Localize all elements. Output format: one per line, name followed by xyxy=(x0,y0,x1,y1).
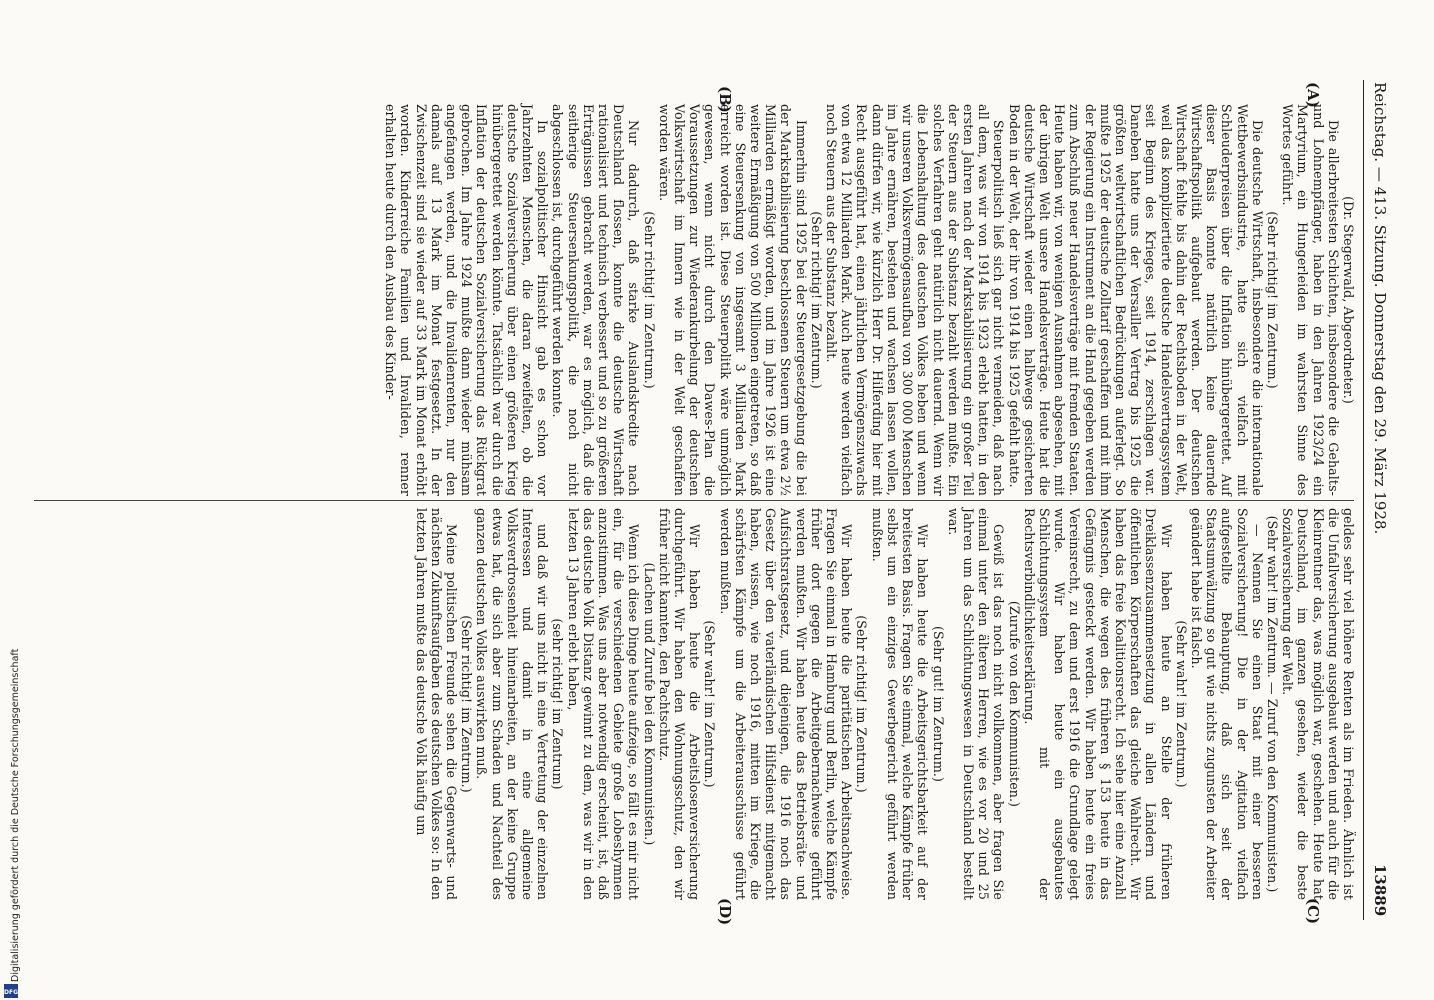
paragraph: Wir haben heute an Stelle der früheren Dreiklassenzusammensetzung in allen Ländern und öffentlichen Körperschaften das gleiche Wahlrecht. Wir haben das freie Koalitionsrecht. Ich sehe hier eine Anzahl Menschen, die wegen des früheren § 153 heute in das Gefängnis gesteckt werden. Wir haben heute ein freies Vereinsrecht, zu dem und erst 1916 die Grundlage gelegt wurde. Wir haben heute ein ausgebautes Schlichtungssystem mit der Rechtsverbindlichkeitserklärung. xyxy=(1021,508,1174,900)
paragraph: In sozialpolitischer Hinsicht gab es schon vor Jahrzehnten Menschen, die daran zweifelten, ob die deutsche Sozialversicherung über einen größeren Krieg hinübergerettet werden könnte. Tatsächlich war durch die Inflation der deutschen Sozialversicherung das Rückgrat gebrochen. Im Jahre 1924 mußte dann wieder mühsam angefangen werden, und die Invalidenrenten, nur den damals auf 13 Mark im Monat festgesetzt. In der Zwischenzeit sind sie wieder auf 33 Mark im Monat erhöht worden. Kinderreiche Familien und Invaliden, renner erhalten heute durch den Ausbau des Kinder- xyxy=(383,104,551,496)
header-rule xyxy=(1363,80,1364,920)
speaker-line: (Dr. Stegerwald, Abgeordneter.) xyxy=(1341,196,1356,404)
interjection: (Sehr wahr! im Zentrum. — Zuruf von den Kommunisten.) xyxy=(1264,515,1280,893)
page-number: 13889 xyxy=(1371,864,1389,917)
paragraph: Nur dadurch, daß starke Auslandskredite nach Deutschland flossen, konnte die deutsche Wirtschaft rationalisiert und technisch verbessert und so zu größeren Erträgnissen gebracht werden, war es möglich, daß die seitherige Steuersenkungspolitik, die noch nicht abgeschlossen ist, durchgeführt werden konnte. xyxy=(550,104,642,496)
paragraph: Die deutsche Wirtschaft, insbesondere die internationale Wettbewerbsindustrie, hatte sich vielfach mit Schleuderpreisen über die Inflation hinübergerettet. Auf dieser Basis konnte natürlich keine dauernde Wirtschaftspolitik aufgebaut werden. Der deutschen Wirtschaft fehlte bis dahin der Rechtsboden in der Welt, weil das kompliziertierte deutsche Handelsvertragssystem seit Beginn des Krieges, seit 1914, zerschlagen war. Daneben hatte uns der Versailler Vertrag bis 1925 die größten weltwirtschaftlichen Bedrückungen auferlegt. So mußte 1925 der deutsche Zolltarif geschaffen und mit ihm der Regierung ein Instrument an die Hand gegeben werden zum Abschluß neuer Handelsverträge mit fremden Staaten. Heute haben wir, von wenigen Ausnahmen abgesehen, mit der übrigen Welt unsere Handelsverträge. Heute hat die deutsche Wirtschaft wieder einen halbwegs gesicherten Boden in der Welt, der ihr von 1914 bis 1925 gefehlt hatte. xyxy=(1006,104,1265,496)
interjection: (Sehr richtig! im Zentrum.) xyxy=(854,615,870,793)
paragraph: — Nennen Sie einen Staat mit einer besseren Sozialversicherung! Die in der Agitation vielfach aufgestellte Behauptung, daß sich seit der Staatsumwälzung so gut wie nichts zugunsten der Arbeiter geändert habe ist falsch. xyxy=(1188,508,1265,900)
interjection: (Sehr richtig! im Zentrum.) xyxy=(459,615,475,793)
interjection: (Sehr wahr! im Zentrum.) xyxy=(702,620,718,788)
dfg-logo-icon xyxy=(4,984,18,998)
interjection: (Sehr wahr! im Zentrum.) xyxy=(1173,620,1189,788)
column-divider xyxy=(34,500,1354,501)
margin-mark-c: (C) xyxy=(1304,898,1322,925)
interjection: (Zurufe von den Kommunisten.) xyxy=(1006,600,1022,808)
page-header-title: Reichstag. — 413. Sitzung. Donnerstag den 29. März 1928. xyxy=(1371,82,1389,535)
paragraph: Die allerbreitesten Schichten, insbesondere die Gehalts- und Lohnempfänger, haben in den Jahren 1923/24 ein Martyrium, ein Hungerleiden im wahrsten Sinne des Wortes geführt. xyxy=(1280,104,1341,496)
paragraph: Wir haben heute die Arbeitslosenversicherung durchgeführt. Wir haben den Wohnungsschutz, den wir früher nicht kannten, den Pachtschutz. xyxy=(656,508,703,900)
interjection: (Sehr richtig! im Zentrum.) xyxy=(1264,211,1280,389)
dfg-logo-text: DFG xyxy=(4,989,18,996)
digitization-credit xyxy=(1,2,23,982)
paragraph: Wir haben heute die paritätischen Arbeitsnachweise. Fragen Sie einmal in Hamburg und Berlin, welche Kämpfe früher dort gegen die Arbeitgebernachweise geführt werden mußten. Wir haben heute das Betriebsräte- und Aufsichtsratsgesetz, und diejenigen, die 1916 noch das Gesetz über den vaterländischen Hilfsdienst mitgemacht haben, wissen, wie noch 1916, mitten im Kriege, die schärfsten Kämpfe um die Arbeiterausschüsse geführt werden mußten. xyxy=(717,508,855,900)
interjection: (sehr richtig! im Zentrum) xyxy=(550,618,566,790)
paragraph: Immerhin sind 1925 bei der Steuergesetzgebung die bei der Markstabilisierung beschlossenen Steuern um etwa 2½ Milliarden ermäßigt worden, und im Jahre 1926 ist eine weitere Ermäßigung von 500 Millionen eingetreten, so daß eine Steuersenkung von insgesamt 3 Milliarden Mark erreicht worden ist. Diese Steuerpolitik wäre unmöglich gewesen, wenn nicht durch den Dawes-Plan die Voraussetzungen zur Wiederankurbelung der deutschen Volkswirtschaft im Innern wie in der Welt geschaffen worden wären. xyxy=(656,104,809,496)
paragraph: Steuerpolitisch ließ sich gar nicht vermeiden, daß nach all dem, was wir von 1914 bis 1923 erlebt hatten, in den ersten Jahren nach der Markstabilisierung ein großer Teil der Steuern aus der Substanz bezahlt werden mußte. Ein solches Verfahren geht natürlich nicht dauernd. Wenn wir die Lebenshaltung des deutschen Volkes heben und wenn wir unseren Volksvermögensaufbau von 300 000 Menschen im Jahre ernähren, bestehen und wachsen lassen wollen, dann dürfen wir, wie kürzlich Herr Dr. Hilferding hier mit Recht ausgeführt hat, einen jährlichen Vermögenszuwachs von etwa 12 Milliarden Mark. Auch heute werden vielfach noch Steuern aus der Substanz bezahlt. xyxy=(824,104,1007,496)
paragraph: Wir haben heute die Arbeitsgerichtsbarkeit auf der breitesten Basis. Fragen Sie einmal, welche Kämpfe früher selbst um ein einziges Gewerbegericht geführt werden mußten. xyxy=(869,508,931,900)
left-text-column xyxy=(383,104,1356,496)
margin-mark-d: (D) xyxy=(716,898,734,926)
paragraph: und daß wir uns nicht in eine Vertretung der einzelnen Interessen und damit in eine allgemeine Volksverdrossenheit hineinarbeiten, an der keine Gruppe etwas hat, die sich aber zum Schaden und Nachteil des ganzen deutschen Volkes auswirken muß. xyxy=(474,508,551,900)
margin-mark-a: (A) xyxy=(1304,82,1322,108)
paragraph: Gewiß ist das noch nicht vollkommen, aber fragen Sie einmal unter den älteren Herren, wie es vor 20 und 25 Jahren um das Schlichtungswesen in Deutschland bestellt war. xyxy=(945,508,1007,900)
interjection: (Sehr richtig! im Zentrum.) xyxy=(808,211,824,389)
paragraph: Wenn ich diese Dinge heute aufzeige, so fällt es mir nicht ein, für die verschiedenen Gebiete große Lobeshymnen anzustimmen. Was uns aber notwendig erscheint, ist, daß das deutsche Volk Distanz gewinnt zu dem, was wir in den letzten 13 Jahren erlebt haben, xyxy=(565,508,642,900)
interjection: (Sehr richtig! im Zentrum.) xyxy=(641,211,657,389)
interjection: (Lachen und Zurufe bei den Kommunisten.) xyxy=(641,562,657,846)
margin-mark-b: (B) xyxy=(716,86,734,113)
right-text-column xyxy=(413,508,1356,900)
interjection: (Sehr gut! im Zentrum.) xyxy=(930,625,946,783)
paragraph: geldes sehr viel höhere Renten als im Frieden. Ähnlich ist die Unfallversicherung ausgebaut werden und auch für die Kleinrentner das, was möglich war, geschehen. Heute hat Deutschland, im ganzen gesehen, wieder die beste Sozialversicherung der Welt. xyxy=(1280,508,1356,900)
paragraph: Meine politischen Freunde sehen die Gegenwarts- und nächsten Zukunftsaufgaben des deutschen Volkes so: In den letzten Jahren mußte das deutsche Volk häufig um xyxy=(413,508,460,900)
credit-text: Digitalisierung gefördert durch die Deutsche Forschungsgemeinschaft xyxy=(10,648,21,982)
